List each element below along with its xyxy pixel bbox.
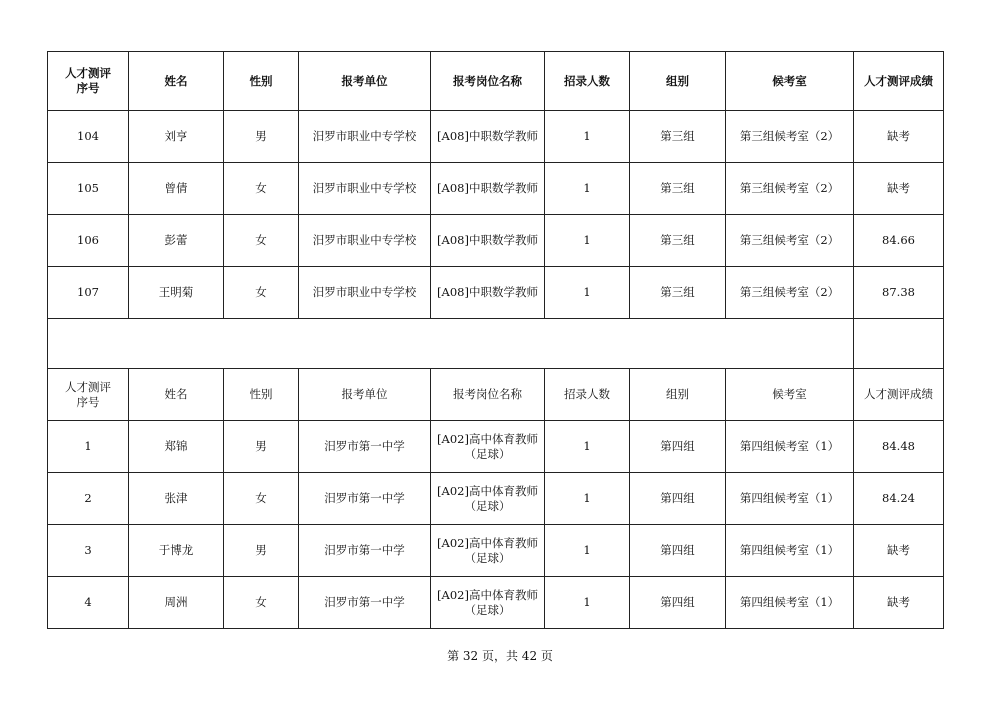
column-header: 报考单位 [299, 52, 431, 111]
unit-cell: 汨罗市职业中专学校 [299, 111, 431, 163]
position-subline: （足球） [464, 446, 511, 461]
position-subline: （足球） [464, 550, 511, 565]
room-cell: 第四组候考室（1） [726, 421, 854, 473]
gender-cell: 女 [224, 473, 299, 525]
column-header-line: 序号 [76, 81, 100, 95]
position-cell [431, 525, 545, 577]
column-header: 组别 [630, 52, 726, 111]
id-cell: 3 [48, 525, 129, 577]
score-cell: 84.66 [854, 215, 944, 267]
gender-cell: 男 [224, 421, 299, 473]
header-row [48, 369, 944, 421]
group-cell: 第三组 [630, 111, 726, 163]
id-cell: 107 [48, 267, 129, 319]
score-cell: 84.24 [854, 473, 944, 525]
id-cell: 106 [48, 215, 129, 267]
blank-cell [48, 319, 854, 369]
room-cell: 第三组候考室（2） [726, 267, 854, 319]
position-cell: [A08]中职数学教师 [431, 111, 545, 163]
blank-separator-row [48, 319, 944, 369]
unit-cell: 汨罗市第一中学 [299, 577, 431, 629]
column-header: 性别 [224, 369, 299, 421]
column-header [48, 369, 129, 421]
column-header: 性别 [224, 52, 299, 111]
name-cell: 张津 [129, 473, 224, 525]
id-cell: 105 [48, 163, 129, 215]
position-cell [431, 473, 545, 525]
table-body [48, 52, 944, 629]
unit-cell: 汨罗市职业中专学校 [299, 163, 431, 215]
group-cell: 第四组 [630, 525, 726, 577]
unit-cell: 汨罗市职业中专学校 [299, 267, 431, 319]
table-row [48, 577, 944, 629]
position-line: [A02]高中体育教师 [437, 587, 538, 602]
name-cell: 王明菊 [129, 267, 224, 319]
room-cell: 第三组候考室（2） [726, 111, 854, 163]
position-cell: [A08]中职数学教师 [431, 215, 545, 267]
gender-cell: 女 [224, 163, 299, 215]
id-cell: 4 [48, 577, 129, 629]
count-cell: 1 [545, 421, 630, 473]
score-cell: 87.38 [854, 267, 944, 319]
results-table [47, 51, 944, 629]
count-cell: 1 [545, 111, 630, 163]
position-line: [A02]高中体育教师 [437, 535, 538, 550]
table-row [48, 111, 944, 163]
group-cell: 第三组 [630, 267, 726, 319]
name-cell: 于博龙 [129, 525, 224, 577]
position-line: [A02]高中体育教师 [437, 483, 538, 498]
score-cell: 缺考 [854, 163, 944, 215]
id-cell: 1 [48, 421, 129, 473]
table-row [48, 163, 944, 215]
table-row [48, 267, 944, 319]
group-cell: 第四组 [630, 473, 726, 525]
column-header-line: 人才测评 [65, 379, 111, 394]
room-cell: 第四组候考室（1） [726, 473, 854, 525]
count-cell: 1 [545, 525, 630, 577]
group-cell: 第三组 [630, 215, 726, 267]
position-subline: （足球） [464, 498, 511, 513]
unit-cell: 汨罗市第一中学 [299, 525, 431, 577]
count-cell: 1 [545, 163, 630, 215]
column-header: 招录人数 [545, 52, 630, 111]
gender-cell: 男 [224, 525, 299, 577]
group-cell: 第四组 [630, 421, 726, 473]
id-cell: 104 [48, 111, 129, 163]
score-cell: 缺考 [854, 111, 944, 163]
room-cell: 第四组候考室（1） [726, 577, 854, 629]
count-cell: 1 [545, 473, 630, 525]
id-cell: 2 [48, 473, 129, 525]
room-cell: 第三组候考室（2） [726, 215, 854, 267]
column-header [48, 52, 129, 111]
table-row [48, 421, 944, 473]
blank-cell [854, 319, 944, 369]
table-row [48, 473, 944, 525]
column-header: 姓名 [129, 369, 224, 421]
name-cell: 彭蕾 [129, 215, 224, 267]
unit-cell: 汨罗市第一中学 [299, 421, 431, 473]
score-cell: 缺考 [854, 577, 944, 629]
room-cell: 第四组候考室（1） [726, 525, 854, 577]
gender-cell: 女 [224, 215, 299, 267]
table-row [48, 215, 944, 267]
column-header: 人才测评成绩 [854, 52, 944, 111]
gender-cell: 女 [224, 577, 299, 629]
gender-cell: 女 [224, 267, 299, 319]
column-header: 报考岗位名称 [431, 52, 545, 111]
column-header-line: 序号 [76, 394, 100, 409]
group-cell: 第三组 [630, 163, 726, 215]
name-cell: 曾倩 [129, 163, 224, 215]
group-cell: 第四组 [630, 577, 726, 629]
position-cell [431, 577, 545, 629]
name-cell: 周洲 [129, 577, 224, 629]
count-cell: 1 [545, 267, 630, 319]
unit-cell: 汨罗市第一中学 [299, 473, 431, 525]
unit-cell: 汨罗市职业中专学校 [299, 215, 431, 267]
name-cell: 刘亨 [129, 111, 224, 163]
room-cell: 第三组候考室（2） [726, 163, 854, 215]
column-header: 报考岗位名称 [431, 369, 545, 421]
gender-cell: 男 [224, 111, 299, 163]
score-cell: 缺考 [854, 525, 944, 577]
position-cell: [A08]中职数学教师 [431, 163, 545, 215]
count-cell: 1 [545, 577, 630, 629]
page-footer: 第 32 页，共 42 页 [447, 649, 553, 663]
column-header: 组别 [630, 369, 726, 421]
name-cell: 郑锦 [129, 421, 224, 473]
position-line: [A02]高中体育教师 [437, 431, 538, 446]
header-row [48, 52, 944, 111]
position-cell [431, 421, 545, 473]
column-header: 报考单位 [299, 369, 431, 421]
column-header: 招录人数 [545, 369, 630, 421]
position-cell: [A08]中职数学教师 [431, 267, 545, 319]
column-header: 候考室 [726, 52, 854, 111]
count-cell: 1 [545, 215, 630, 267]
column-header-line: 人才测评 [65, 66, 111, 80]
table-row [48, 525, 944, 577]
position-subline: （足球） [464, 602, 511, 617]
column-header: 人才测评成绩 [854, 369, 944, 421]
column-header: 候考室 [726, 369, 854, 421]
score-cell: 84.48 [854, 421, 944, 473]
column-header: 姓名 [129, 52, 224, 111]
